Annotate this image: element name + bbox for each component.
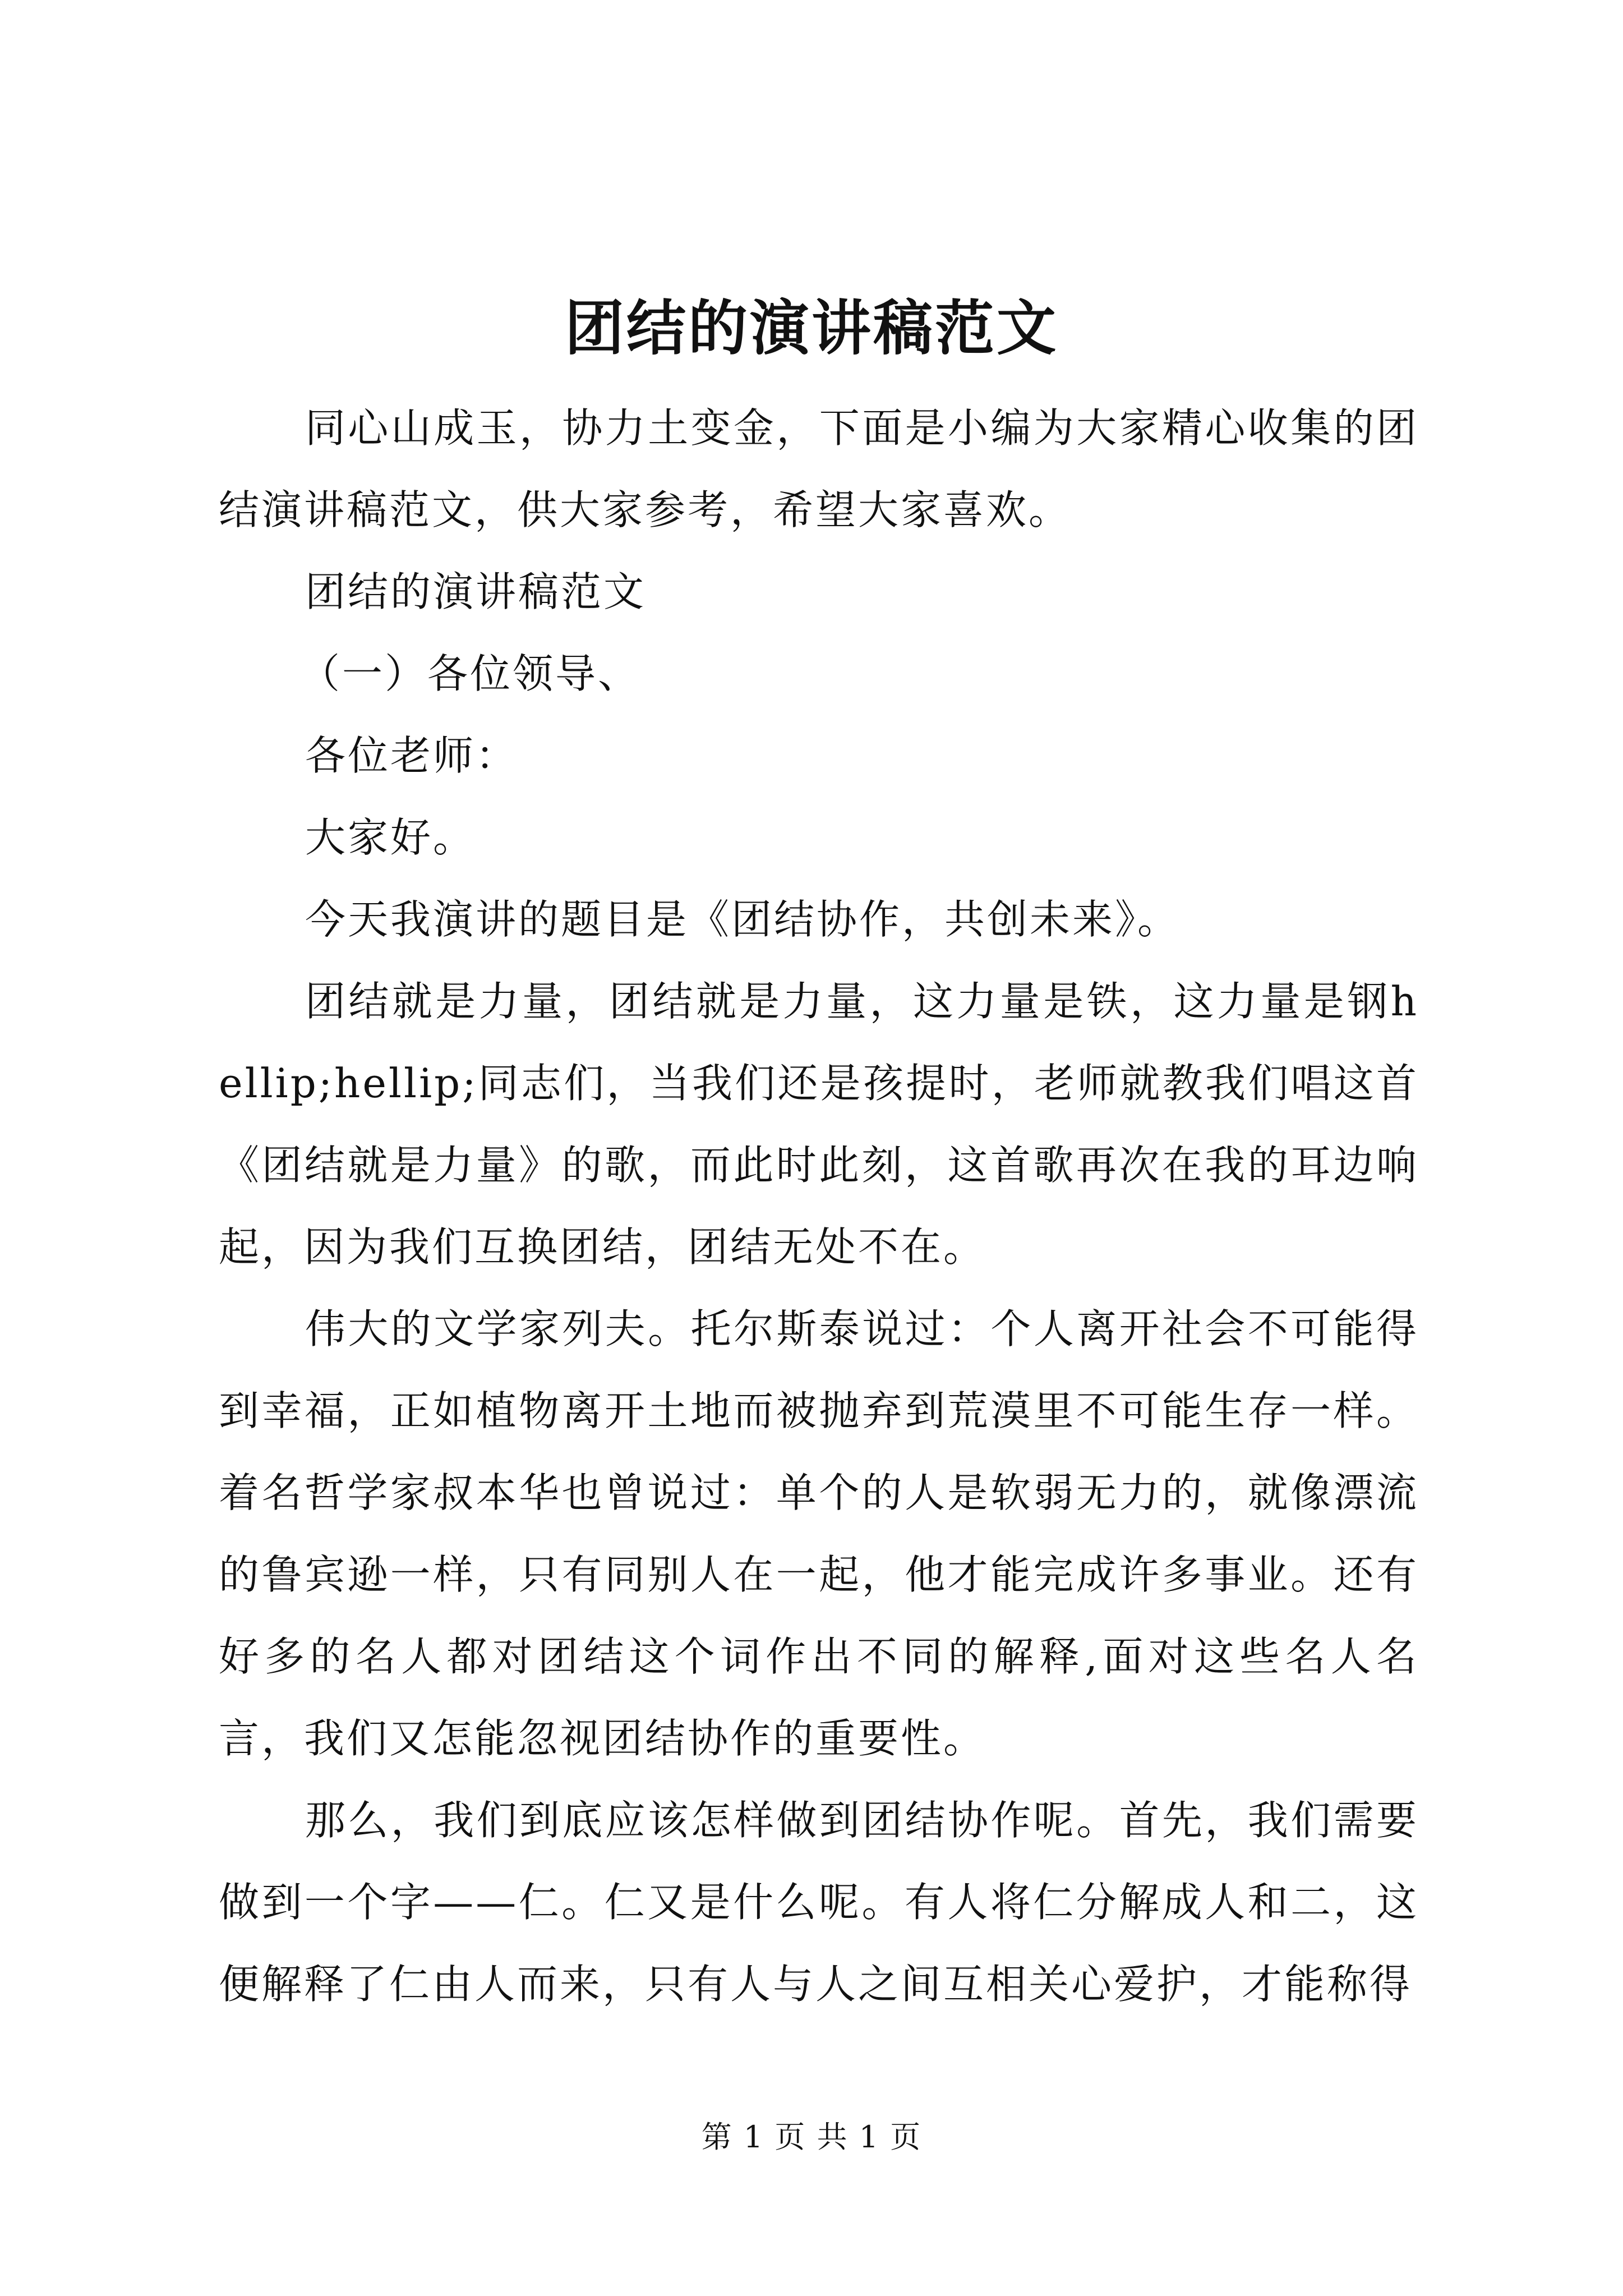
paragraph-subtitle: 团结的演讲稿范文 (305, 568, 647, 615)
document-title: 团结的演讲稿范文 (565, 293, 1058, 363)
paragraph-greeting: 大家好。 (305, 814, 476, 861)
page-footer: 第 1 页 共 1 页 (701, 2119, 922, 2155)
paragraph-topic: 今天我演讲的题目是《团结协作，共创未来》。 (305, 896, 1181, 943)
paragraph-salutation-2: 各位老师： (305, 732, 519, 779)
document-body (219, 387, 1419, 2025)
paragraph-body-3: 那么，我们到底应该怎样做到团结协作呢。首先，我们需要做到一个字——仁。仁又是什么呢。有人将仁分解成人和二，这便解释了仁由人而来，只有人与人之间互相关心爱护，才能称得 (219, 1797, 1419, 2008)
paragraph-salutation-1: （一）各位领导、 (299, 650, 641, 697)
paragraph-body-1: 团结就是力量，团结就是力量，这力量是铁，这力量是钢hellip;hellip;同志们，当我们还是孩提时，老师就教我们唱这首《团结就是力量》的歌，而此时此刻，这首歌再次在我的耳边响起，因为我们互换团结，团结无处不在。 (219, 978, 1419, 1271)
paragraph-intro: 同心山成玉，协力土变金，下面是小编为大家精心收集的团结演讲稿范文，供大家参考，希望大家喜欢。 (219, 404, 1419, 533)
paragraph-body-2: 伟大的文学家列夫。托尔斯泰说过：个人离开社会不可能得到幸福，正如植物离开土地而被抛弃到荒漠里不可能生存一样。着名哲学家叔本华也曾说过：单个的人是软弱无力的，就像漂流的鲁宾逊一样，只有同别人在一起，他才能完成许多事业。还有好多的名人都对团结这个词作出不同的解释,面对这些名人名言，我们又怎能忽视团结协作的重要性。 (219, 1305, 1419, 1762)
